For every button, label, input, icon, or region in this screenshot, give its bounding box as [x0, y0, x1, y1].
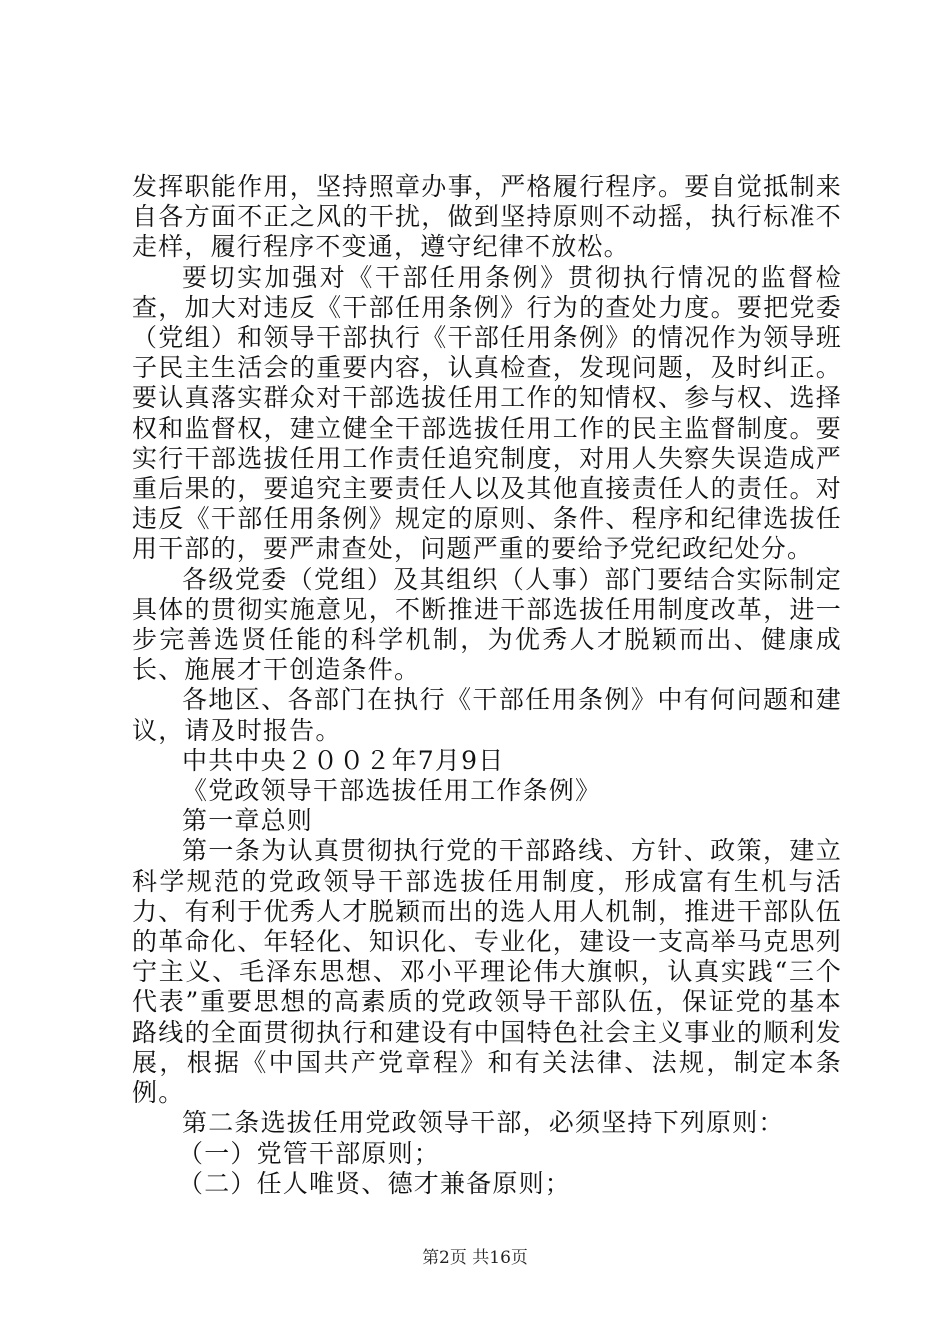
article-two: 第二条选拔任用党政领导干部，必须坚持下列原则：	[182, 1108, 785, 1138]
page-number-label: 第2页 共16页	[422, 1248, 528, 1268]
paragraph-supervision: 要切实加强对《干部任用条例》贯彻执行情况的监督检查，加大对违反《干部任用条例》行为的查处力度。要把党委（党组）和领导干部执行《干部任用条例》的情况作为领导班子民主生活会的重要内容，认真检查，发现问题，及时纠正。要认真落实群众对干部选拔任用工作的知情权、参与权、选择权和监督权，建立健全干部选拔任用工作的民主监督制度。要实行干部选拔任用工作责任追究制度，对用人失察失误造成严重后果的，要追究主要责任人以及其他直接责任人的责任。对违反《干部任用条例》规定的原则、条件、程序和纪律选拔任用干部的，要严肃查处，问题严重的要给予党纪政纪处分。	[132, 262, 842, 564]
principle-item-1: （一）党管干部原则；	[178, 1138, 441, 1168]
page-footer	[0, 1243, 950, 1268]
article-one: 第一条为认真贯彻执行党的干部路线、方针、政策，建立科学规范的党政领导干部选拔任用制度，形成富有生机与活力、有利于优秀人才脱颖而出的选人用人机制，推进干部队伍的革命化、年轻化、知识化、专业化，建设一支高举马克思列宁主义、毛泽东思想、邓小平理论伟大旗帜，认真实践“三个代表”重要思想的高素质的党政领导干部队伍，保证党的基本路线的全面贯彻执行和建设有中国特色社会主义事业的顺利发展，根据《中国共产党章程》和有关法律、法规，制定本条例。	[132, 836, 842, 1108]
signature-date: 中共中央２００２年7月9日	[182, 745, 505, 775]
paragraph-implementation: 各级党委（党组）及其组织（人事）部门要结合实际制定具体的贯彻实施意见，不断推进干部选拔任用制度改革，进一步完善选贤任能的科学机制，为优秀人才脱颖而出、健康成长、施展才干创造条件。	[132, 564, 842, 685]
paragraph-report: 各地区、各部门在执行《干部任用条例》中有何问题和建议，请及时报告。	[132, 685, 842, 745]
paragraph-continuation: 发挥职能作用，坚持照章办事，严格履行程序。要自觉抵制来自各方面不正之风的干扰，做到坚持原则不动摇，执行标准不走样，履行程序不变通，遵守纪律不放松。	[132, 172, 842, 262]
principle-item-2: （二）任人唯贤、德才兼备原则；	[178, 1168, 572, 1198]
document-body	[132, 172, 842, 1199]
chapter-heading: 第一章总则	[182, 806, 314, 836]
regulation-title: 《党政领导干部选拔任用工作条例》	[182, 776, 602, 806]
